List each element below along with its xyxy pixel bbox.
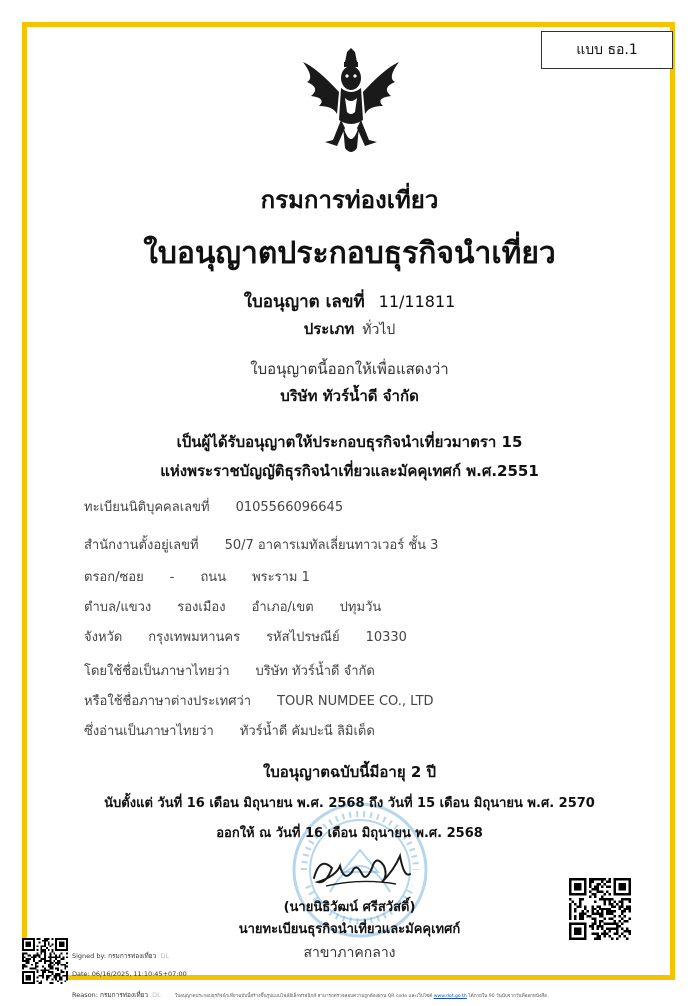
road-label: ถนน: [200, 570, 227, 585]
signature-reason-line: [72, 990, 161, 1000]
foreign-name-value: TOUR NUMDEE CO., LTD: [277, 694, 434, 709]
reading-value: ทัวร์น้ำดี คัมปะนี ลิมิเต็ด: [239, 724, 375, 739]
signed-by: Signed by: กรมการท่องเที่ยว: [72, 952, 157, 960]
license-number-label: ใบอนุญาต เลขที่: [243, 292, 365, 312]
thai-name-row: [84, 660, 389, 681]
office-address: 50/7 อาคารเมทัลเลี่ยนทาวเวอร์ ชั้น 3: [224, 538, 439, 553]
company-name: บริษัท ทัวร์น้ำดี จำกัด: [280, 387, 419, 405]
verification-qr-code-icon[interactable]: [569, 878, 631, 940]
province-label: จังหวัด: [84, 630, 123, 645]
issued-to-text: ใบอนุญาตนี้ออกให้เพื่อแสดงว่า: [250, 360, 449, 378]
footnote-text: ใบอนุญาตประกอบธุรกิจนำเที่ยวฉบับนี้สร้างขึ้นรูปแบบไฟล์อิเล็กทรอนิกส์ สามารถตรวจสอบความถูกต้องผ่าน QR code และเว็บไซต์: [175, 994, 433, 999]
soi-value: -: [169, 570, 175, 585]
subdistrict-label: ตำบล/แขวง: [84, 600, 152, 615]
license-type-line: [0, 317, 699, 341]
signature-reason: Reason: กรมการท่องเที่ยว: [72, 991, 149, 999]
dl-mark: DL: [160, 952, 169, 960]
district-row: [84, 596, 395, 617]
office-row: [84, 534, 452, 555]
signatory-title: นายทะเบียนธุรกิจนำเที่ยวและมัคคุเทศก์: [238, 922, 461, 937]
soi-label: ตรอก/ซอย: [84, 570, 144, 585]
department-name: กรมการท่องเที่ยว: [260, 186, 439, 214]
document-title: ใบอนุญาตประกอบธุรกิจนำเที่ยว: [143, 236, 556, 271]
garuda-emblem-icon: [297, 48, 405, 158]
postcode-value: 10330: [365, 630, 407, 645]
handwritten-signature: [306, 848, 416, 893]
thai-name-label: โดยใช้ชื่อเป็นภาษาไทยว่า: [84, 664, 230, 679]
license-number: 11/11811: [378, 292, 456, 311]
foreign-name-label: หรือใช้ชื่อภาษาต่างประเทศว่า: [84, 694, 252, 709]
signature-qr-code-icon[interactable]: [22, 938, 68, 984]
foreign-name-row: [84, 690, 448, 711]
province-value: กรุงเทพมหานคร: [148, 630, 241, 645]
footnote-suffix: ได้ภายใน 90 วันนับจากวันที่ออกหนังสือ: [468, 994, 547, 999]
validity-duration: ใบอนุญาตฉบับนี้มีอายุ 2 ปี: [262, 763, 437, 781]
subdistrict-value: รองเมือง: [177, 600, 226, 615]
road-value: พระราม 1: [252, 570, 310, 585]
soi-road-row: [84, 566, 324, 587]
authorization-line-1: เป็นผู้ได้รับอนุญาตให้ประกอบธุรกิจนำเที่ยวมาตรา 15: [176, 433, 523, 451]
license-type: ทั่วไป: [362, 322, 396, 338]
issue-date: ออกให้ ณ วันที่ 16 เดือน มิถุนายน พ.ศ. 2568: [216, 826, 483, 841]
registration-row: [84, 496, 357, 517]
reading-label: ซึ่งอ่านเป็นภาษาไทยว่า: [84, 724, 214, 739]
district-label: อำเภอ/เขต: [251, 600, 314, 615]
footnote: [175, 993, 547, 1000]
province-row: [84, 626, 421, 647]
signatory-name: (นายนิธิวัฒน์ ศรีสวัสดิ์): [283, 900, 416, 915]
footnote-link[interactable]: www.dot.go.th: [433, 994, 467, 999]
branch-name: สาขาภาคกลาง: [303, 945, 396, 961]
reading-row: [84, 720, 389, 741]
authorization-line-2: แห่งพระราชบัญญัติธุรกิจนำเที่ยวและมัคคุเทศก์ พ.ศ.2551: [160, 462, 539, 480]
postcode-label: รหัสไปรษณีย์: [266, 630, 340, 645]
signature-date: Date: 06/16/2025, 11:10:45+07:00: [72, 970, 187, 978]
license-type-label: ประเภท: [303, 320, 355, 338]
dl-mark-2: DL: [152, 991, 161, 999]
registration-label: ทะเบียนนิติบุคคลเลขที่: [84, 500, 210, 515]
validity-period: นับตั้งแต่ วันที่ 16 เดือน มิถุนายน พ.ศ. 2568 ถึง วันที่ 15 เดือน มิถุนายน พ.ศ. 2570: [104, 796, 595, 811]
license-number-line: [0, 288, 699, 315]
signed-by-line: [72, 951, 169, 961]
thai-name-value: บริษัท ทัวร์น้ำดี จำกัด: [255, 664, 375, 679]
district-value: ปทุมวัน: [339, 600, 382, 615]
form-number: แบบ ธอ.1: [541, 31, 673, 69]
office-label: สำนักงานตั้งอยู่เลขที่: [84, 538, 199, 553]
registration-number: 0105566096645: [235, 500, 344, 515]
